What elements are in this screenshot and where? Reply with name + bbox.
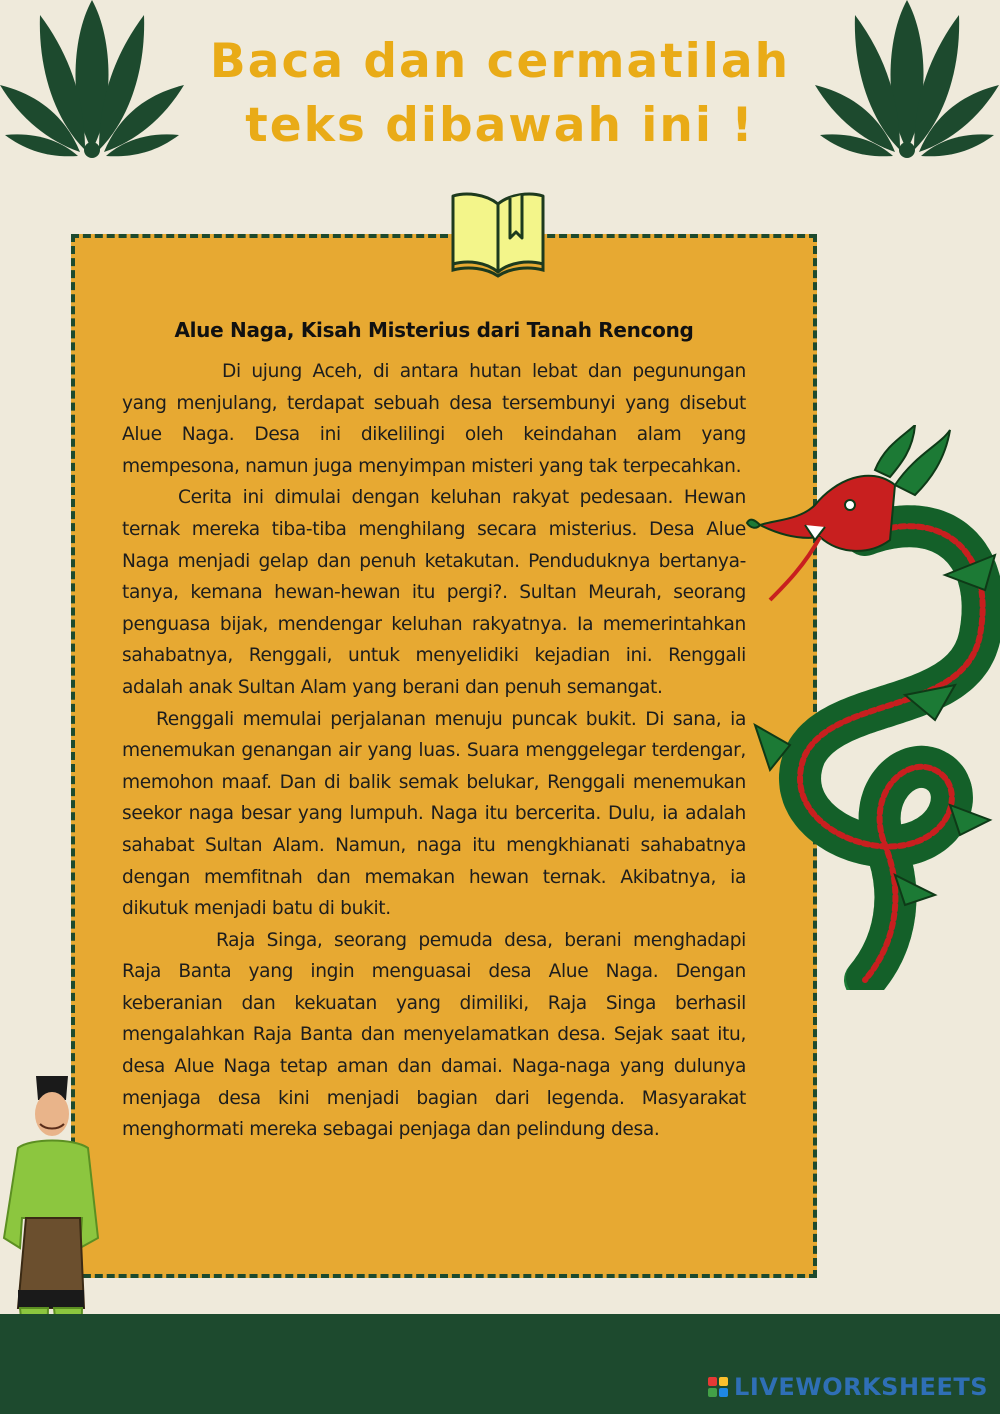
- story-title: Alue Naga, Kisah Misterius dari Tanah Rencong: [174, 318, 694, 342]
- story-paragraph-2: Cerita ini dimulai dengan keluhan rakyat pedesaan. Hewan ternak mereka tiba-tiba menghilang secara misterius. Desa Alue Naga menjadi gelap dan penuh ketakutan. Penduduknya bertanya-tanya, kemana hewan-hewan itu pergi?. Sultan Meurah, seorang penguasa bijak, mendengar keluhan rakyatnya. Ia memerintahkan sahabatnya, Renggali, untuk menyelidiki kejadian ini. Renggali adalah anak Sultan Alam yang berani dan penuh semangat.: [122, 487, 746, 698]
- liveworksheets-brand[interactable]: [708, 1372, 988, 1402]
- story-paragraph-3: Renggali memulai perjalanan menuju puncak bukit. Di sana, ia menemukan genangan air yang luas. Suara menggelegar terdengar, memohon maaf. Dan di balik semak belukar, Renggali menemukan seekor naga besar yang lumpuh. Naga itu bercerita. Dulu, ia adalah sahabat Sultan Alam. Namun, naga itu mengkhianati sahabatnya dengan memfitnah dan memakan hewan ternak. Akibatnya, ia dikutuk menjadi batu di bukit.: [122, 708, 746, 920]
- story-body: [122, 356, 746, 1146]
- story-paragraph-4: Raja Singa, seorang pemuda desa, berani menghadapi Raja Banta yang ingin menguasai desa Alue Naga. Dengan keberanian dan kekuatan yang dimiliki, Raja Singa berhasil mengalahkan Raja Banta dan menyelamatkan desa. Sejak saat itu, desa Alue Naga tetap aman dan damai. Naga-naga yang dulunya menjaga desa kini menjadi bagian dari legenda. Masyarakat menghormati mereka sebagai penjaga dan pelindung desa.: [122, 929, 746, 1141]
- liveworksheets-logo-icon: [708, 1377, 728, 1397]
- open-book-icon: [448, 186, 548, 278]
- page-heading: [0, 30, 1000, 158]
- story-paragraph-1: Di ujung Aceh, di antara hutan lebat dan pegunungan yang menjulang, terdapat sebuah desa tersembunyi yang disebut Alue Naga. Desa ini dikelilingi oleh keindahan alam yang mempesona, namun juga menyimpan misteri yang tak terpecahkan.: [122, 361, 746, 477]
- heading-line-2: teks dibawah ini !: [245, 98, 755, 153]
- heading-line-1: Baca dan cermatilah: [209, 34, 791, 89]
- dragon-illustration: [745, 425, 1000, 990]
- brand-name: LIVEWORKSHEETS: [734, 1373, 988, 1401]
